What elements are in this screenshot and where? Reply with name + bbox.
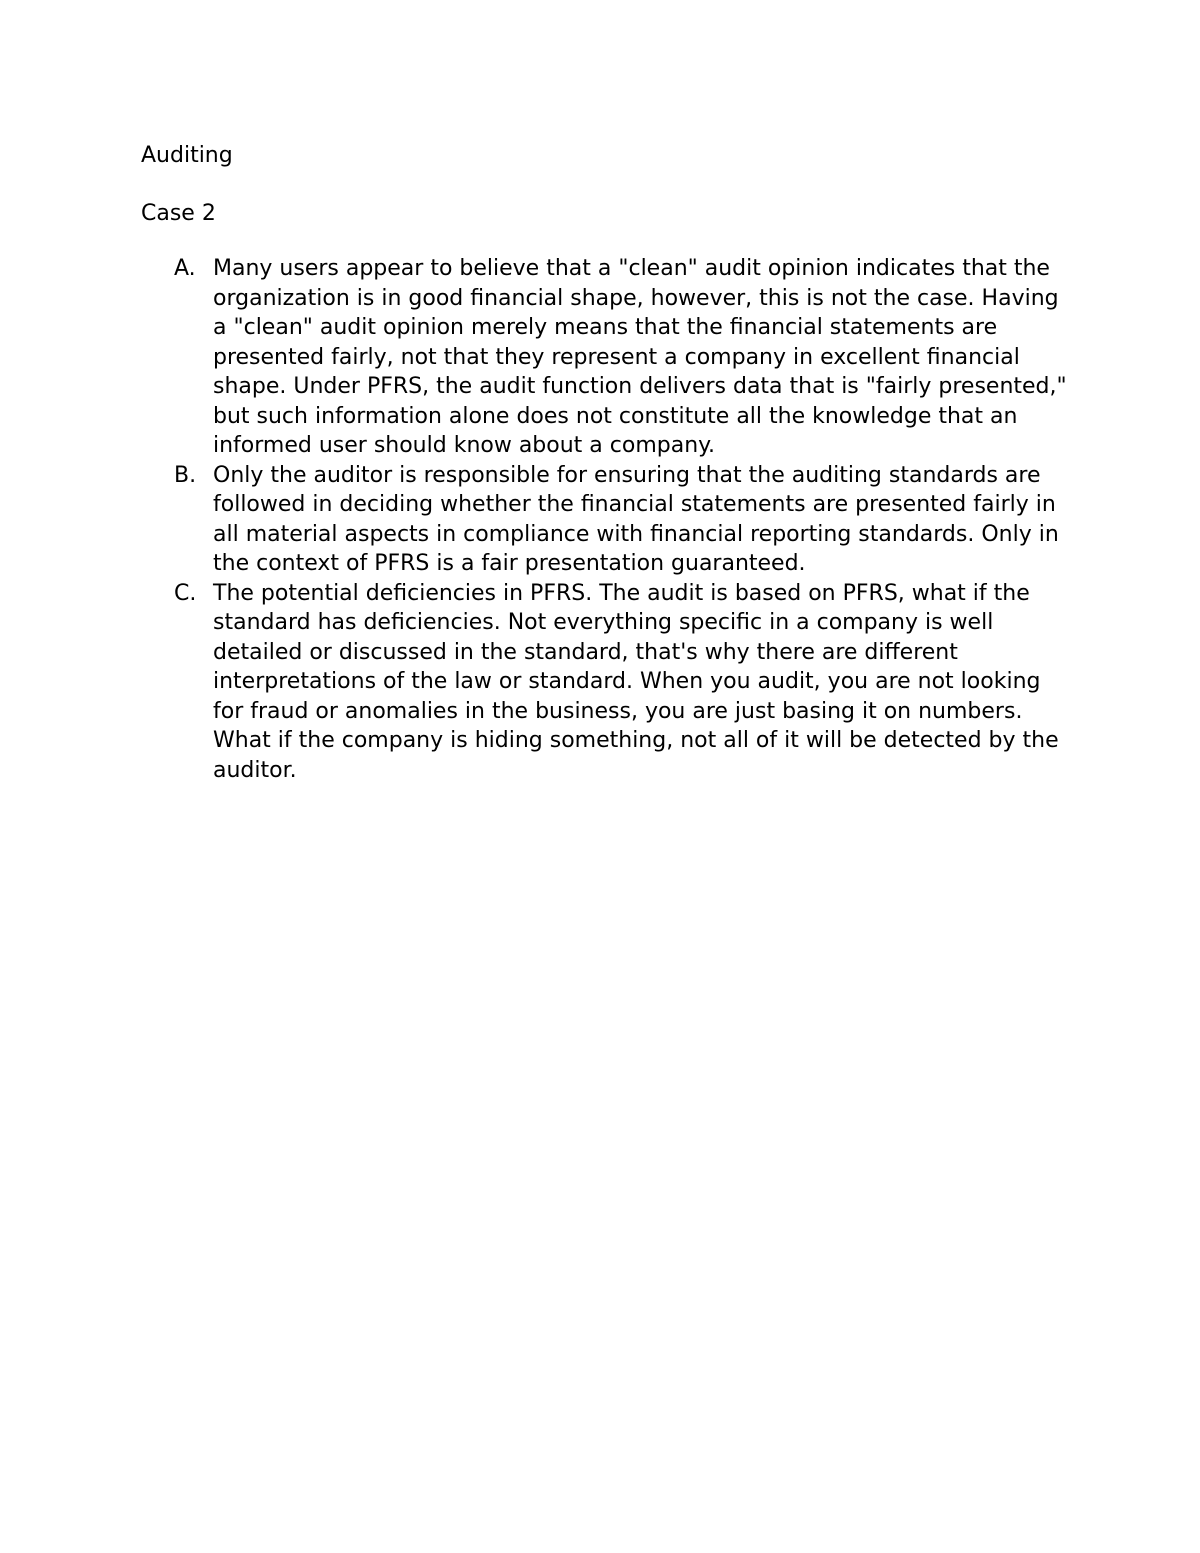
list-marker: B. — [174, 462, 197, 488]
list-item-text: Only the auditor is responsible for ensuring that the auditing standards are followed in deciding whether the financial statements are presented fairly in all material aspects in compliance with financial reporting standards. Only in the context of PFRS is a fair presentation guaranteed. — [213, 462, 1059, 576]
list-marker: A. — [174, 256, 196, 281]
list-item — [141, 254, 1071, 461]
answer-list — [141, 254, 1071, 785]
list-item — [141, 461, 1071, 579]
list-item-text: Many users appear to believe that a "clean" audit opinion indicates that the organization is in good financial shape, however, this is not the case. Having a "clean" audit opinion merely means that the financial statements are presented fairly, not that they represent a company in excellent financial shape. Under PFRS, the audit function delivers data that is "fairly presented," but such information alone does not constitute all the knowledge that an informed user should know about a company. — [213, 256, 1067, 458]
document-title: Auditing — [141, 143, 233, 168]
list-item-text: The potential deficiencies in PFRS. The audit is based on PFRS, what if the standard has deficiencies. Not everything specific in a company is well detailed or discussed in the standard, that's why there are different interpretations of the law or standard. When you audit, you are not looking for fraud or anomalies in the business, you are just basing it on numbers. What if the company is hiding something, not all of it will be detected by the auditor. — [213, 580, 1059, 783]
case-heading: Case 2 — [141, 201, 216, 226]
list-item — [141, 579, 1071, 786]
list-marker: C. — [174, 580, 197, 606]
